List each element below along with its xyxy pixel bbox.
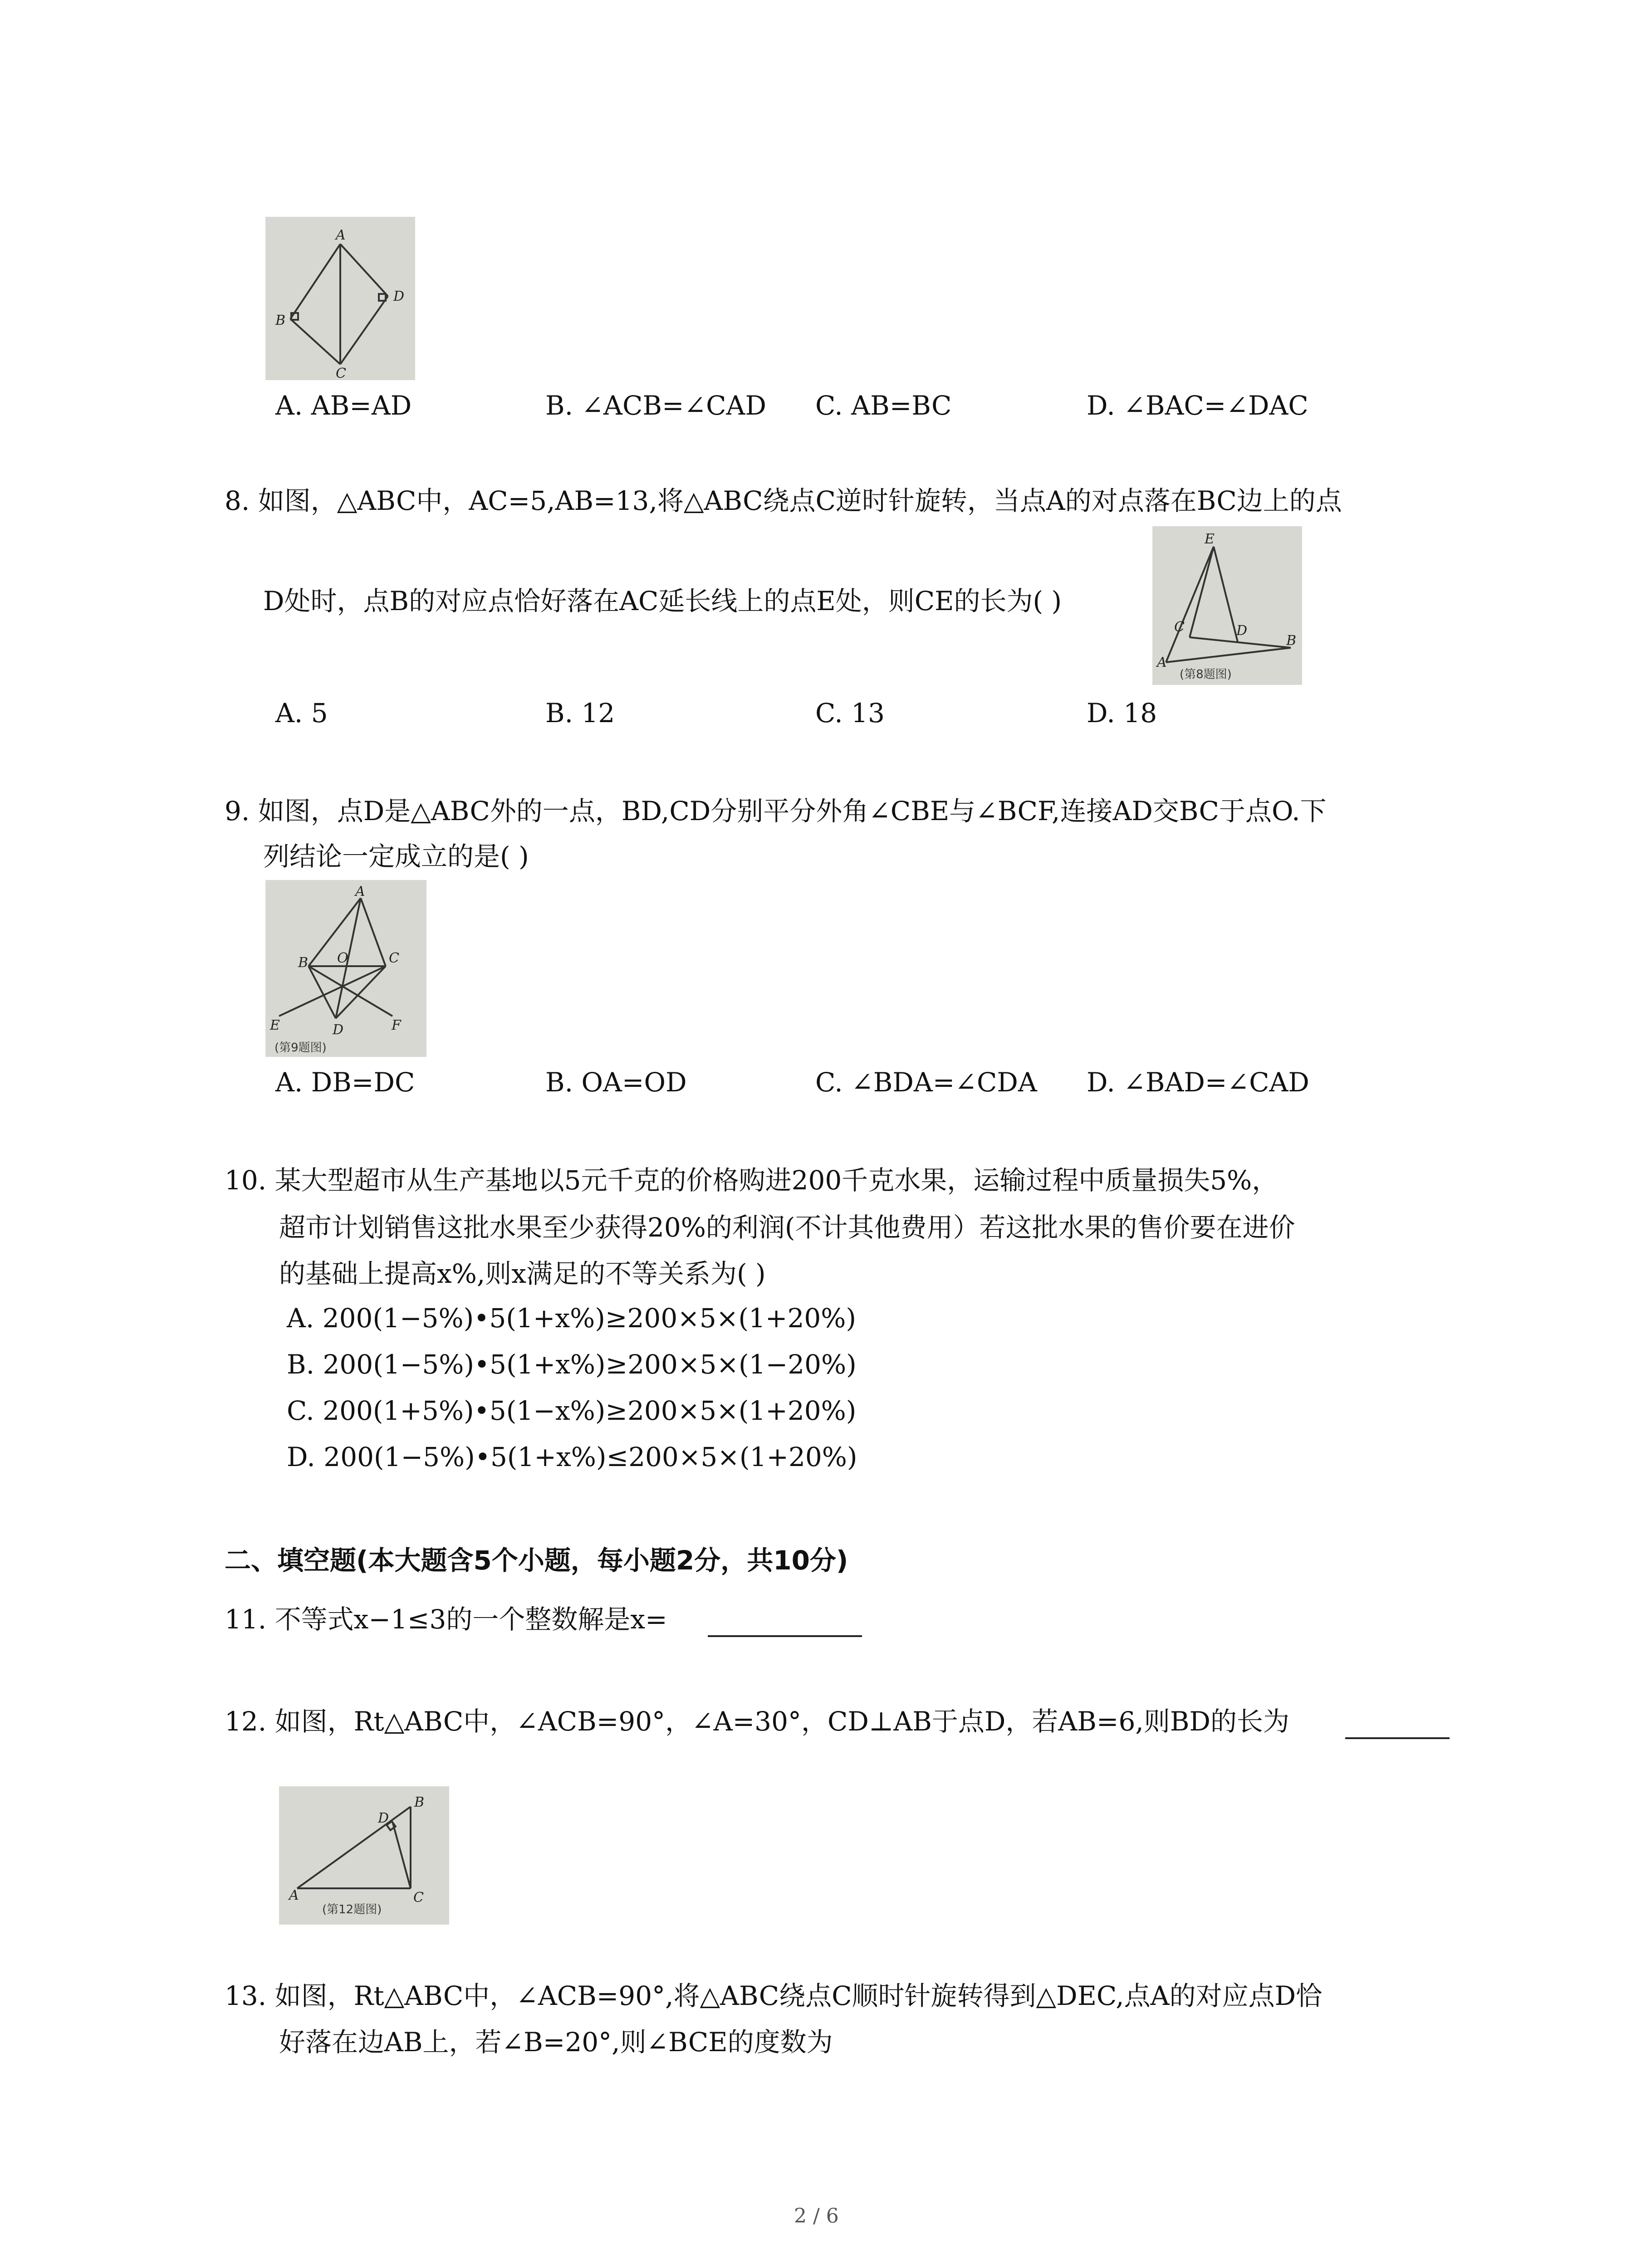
q8-label-c: C (1174, 619, 1185, 635)
q12-figure (279, 1786, 449, 1925)
q12-label-c: C (413, 1890, 424, 1906)
q9-label-d: D (333, 1022, 344, 1038)
page-number: 2 / 6 (794, 2204, 839, 2228)
q12-label-d: D (378, 1810, 389, 1826)
q8-label-b: B (1286, 633, 1297, 649)
q7-figure (265, 217, 415, 380)
q9-figure (265, 880, 426, 1057)
q9-label-o: O (337, 950, 348, 966)
q8-option-b: B. 12 (545, 698, 615, 728)
q7-diagram (265, 217, 415, 380)
q8-label-a: A (1157, 655, 1167, 670)
q8-figure (1152, 526, 1302, 685)
q8-label-e: E (1205, 531, 1215, 547)
q13-line1: 13. 如图，Rt△ABC中，∠ACB=90°,将△ABC绕点C顺时针旋转得到△DEC,点A的对应点D恰 (225, 1980, 1323, 2011)
q8-label-d: D (1236, 623, 1248, 639)
q9-option-d: D. ∠BAD=∠CAD (1087, 1067, 1309, 1098)
q9-line2: 列结论一定成立的是( ) (263, 841, 529, 872)
q8-caption: (第8题图) (1180, 668, 1232, 681)
q10-line2: 超市计划销售这批水果至少获得20%的利润(不计其他费用）若这批水果的售价要在进价 (279, 1212, 1295, 1243)
q8-line1: 8. 如图，△ABC中，AC=5,AB=13,将△ABC绕点C逆时针旋转，当点A的对点落在BC边上的点 (225, 485, 1342, 516)
q9-option-a: A. DB=DC (275, 1067, 415, 1098)
q12-caption: (第12题图) (322, 1903, 382, 1916)
q8-option-a: A. 5 (275, 698, 328, 728)
q9-option-b: B. OA=OD (545, 1067, 687, 1098)
q9-diagram (265, 880, 426, 1057)
section-title: 二、填空题(本大题含5个小题，每小题2分，共10分) (225, 1545, 848, 1576)
q9-line1: 9. 如图，点D是△ABC外的一点，BD,CD分别平分外角∠CBE与∠BCF,连接AD交BC于点O.下 (225, 796, 1327, 826)
q8-option-c: C. 13 (815, 698, 885, 728)
q7-label-b: B (275, 313, 286, 328)
q9-label-a: A (355, 884, 365, 899)
q11-text: 11. 不等式x−1≤3的一个整数解是x= (225, 1604, 667, 1635)
q10-line3: 的基础上提高x%,则x满足的不等关系为( ) (279, 1258, 766, 1289)
q7-option-c: C. AB=BC (815, 390, 952, 421)
q10-option-d: D. 200(1−5%)•5(1+x%)≤200×5×(1+20%) (287, 1442, 857, 1472)
q10-line1: 10. 某大型超市从生产基地以5元千克的价格购进200千克水果，运输过程中质量损失5%， (225, 1165, 1279, 1196)
q7-label-a: A (336, 227, 346, 243)
q7-option-d: D. ∠BAC=∠DAC (1087, 390, 1308, 421)
q11-answer-blank[interactable] (708, 1635, 862, 1637)
q12-text: 12. 如图，Rt△ABC中，∠ACB=90°，∠A=30°，CD⊥AB于点D，若AB=6,则BD的长为 (225, 1706, 1289, 1737)
q10-option-a: A. 200(1−5%)•5(1+x%)≥200×5×(1+20%) (287, 1303, 856, 1334)
q7-label-d: D (393, 288, 405, 304)
q9-label-b: B (298, 955, 309, 971)
q9-label-e: E (270, 1017, 280, 1033)
q10-option-b: B. 200(1−5%)•5(1+x%)≥200×5×(1−20%) (287, 1349, 857, 1380)
q12-label-a: A (289, 1887, 299, 1903)
q12-answer-blank[interactable] (1345, 1737, 1450, 1739)
q9-label-f: F (392, 1017, 401, 1033)
q8-option-d: D. 18 (1087, 698, 1157, 728)
q9-caption: (第9题图) (274, 1041, 327, 1055)
q7-label-c: C (336, 366, 346, 380)
q7-option-b: B. ∠ACB=∠CAD (545, 390, 766, 421)
q9-label-c: C (389, 950, 399, 966)
q8-line2: D处时，点B的对应点恰好落在AC延长线上的点E处，则CE的长为( ) (263, 586, 1062, 616)
q10-option-c: C. 200(1+5%)•5(1−x%)≥200×5×(1+20%) (287, 1395, 857, 1426)
q9-option-c: C. ∠BDA=∠CDA (815, 1067, 1037, 1098)
q12-diagram (279, 1786, 449, 1925)
q8-diagram (1152, 526, 1302, 685)
q13-line2: 好落在边AB上，若∠B=20°,则∠BCE的度数为 (279, 2027, 833, 2058)
q7-option-a: A. AB=AD (275, 390, 412, 421)
q12-label-b: B (414, 1794, 425, 1810)
